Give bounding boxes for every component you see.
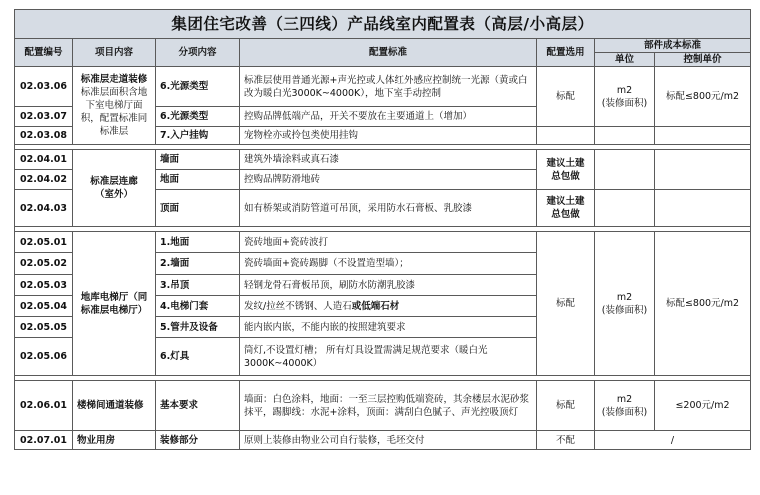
project-cell-standard-floor <box>73 67 156 145</box>
cost-cell: / <box>595 431 751 450</box>
row-sub: 6.光源类型 <box>156 67 240 107</box>
empty-cell <box>595 190 655 227</box>
header-sub: 分项内容 <box>156 39 240 67</box>
row-code: 02.05.02 <box>15 253 73 275</box>
table-row <box>15 381 751 431</box>
row-project: 楼梯间通道装修 <box>73 381 156 431</box>
config-table-container <box>14 9 750 450</box>
row-code: 02.05.03 <box>15 275 73 296</box>
price-cell: ≤200元/m2 <box>655 381 751 431</box>
row-sub: 3.吊顶 <box>156 275 240 296</box>
row-standard: 墙面：白色涂料，地面：一至三层控购低端瓷砖，其余楼层水泥砂浆抹平，踢脚线：水泥+涂料，顶面：满刮白色腻子、声光控吸顶灯 <box>240 381 537 431</box>
header-project: 项目内容 <box>73 39 156 67</box>
selection-cell: 不配 <box>537 431 595 450</box>
row-code: 02.05.01 <box>15 232 73 253</box>
table-row <box>15 431 751 450</box>
unit-cell: m2 (装修面积) <box>595 67 655 127</box>
header-code: 配置编号 <box>15 39 73 67</box>
row-code: 02.07.01 <box>15 431 73 450</box>
empty-cell <box>655 190 751 227</box>
project-title: 标准层走道装修 <box>80 74 148 85</box>
row-sub: 2.墙面 <box>156 253 240 275</box>
header-standard: 配置标准 <box>240 39 537 67</box>
row-code: 02.05.05 <box>15 317 73 338</box>
row-sub: 1.地面 <box>156 232 240 253</box>
row-code: 02.04.02 <box>15 170 73 190</box>
row-code: 02.03.08 <box>15 127 73 145</box>
row-standard: 能内嵌内嵌，不能内嵌的按照建筑要求 <box>240 317 537 338</box>
project-note: 标准层面积含地下室电梯厅面积，配置标准同标准层 <box>80 87 148 137</box>
table-title: 集团住宅改善（三四线）产品线室内配置表（高层/小高层） <box>15 10 751 39</box>
unit-cell: m2 (装修面积) <box>595 232 655 376</box>
row-standard: 原则上装修由物业公司自行装修，毛坯交付 <box>240 431 537 450</box>
row-sub: 7.入户挂钩 <box>156 127 240 145</box>
empty-cell <box>595 127 655 145</box>
row-sub: 6.灯具 <box>156 338 240 376</box>
row-code: 02.05.04 <box>15 296 73 317</box>
row-standard: 控购品牌低端产品，开关不要放在主要通道上（增加） <box>240 107 537 127</box>
project-cell-corridor: 标准层连廊 （室外） <box>73 150 156 227</box>
empty-cell <box>537 127 595 145</box>
empty-cell <box>655 127 751 145</box>
row-standard: 轻钢龙骨石膏板吊顶，刷防水防潮乳胶漆 <box>240 275 537 296</box>
row-standard: 瓷砖墙面+瓷砖踢脚（不设置造型墙）； <box>240 253 537 275</box>
unit-cell: m2 (装修面积) <box>595 381 655 431</box>
row-standard: 筒灯,不设置灯槽； 所有灯具设置需满足规范要求（暖白光3000K~4000K） <box>240 338 537 376</box>
standard-part-bold: 或低端石材 <box>351 300 400 312</box>
table-row <box>15 232 751 253</box>
empty-cell <box>595 150 655 190</box>
selection-cell: 建议土建 总包做 <box>537 190 595 227</box>
row-code: 02.04.01 <box>15 150 73 170</box>
table-row <box>15 150 751 170</box>
empty-cell <box>655 150 751 190</box>
row-sub: 顶面 <box>156 190 240 227</box>
row-code: 02.04.03 <box>15 190 73 227</box>
row-standard: 宠物栓亦或拎包类使用挂钩 <box>240 127 537 145</box>
row-sub: 地面 <box>156 170 240 190</box>
row-code: 02.03.07 <box>15 107 73 127</box>
row-sub: 装修部分 <box>156 431 240 450</box>
header-price: 控制单价 <box>655 53 751 67</box>
row-code: 02.06.01 <box>15 381 73 431</box>
row-sub: 6.光源类型 <box>156 107 240 127</box>
project-cell-garage-lobby: 地库电梯厅（同标准层电梯厅） <box>73 232 156 376</box>
standard-part: 发纹/拉丝不锈钢、人造石 <box>244 300 352 312</box>
selection-cell: 建议土建 总包做 <box>537 150 595 190</box>
header-cost-group: 部件成本标准 <box>595 39 751 53</box>
table-row <box>15 67 751 107</box>
row-sub: 墙面 <box>156 150 240 170</box>
row-sub: 基本要求 <box>156 381 240 431</box>
selection-cell: 标配 <box>537 381 595 431</box>
row-standard: 标准层使用普通光源+声光控或人体红外感应控制统一光源（黄或白改为暖白光3000K~4000K），地下室手动控制 <box>240 67 537 107</box>
header-unit: 单位 <box>595 53 655 67</box>
row-sub: 5.管井及设备 <box>156 317 240 338</box>
selection-cell: 标配 <box>537 232 595 376</box>
row-code: 02.05.06 <box>15 338 73 376</box>
row-standard <box>240 296 537 317</box>
row-standard: 如有桥架或消防管道可吊顶，采用防水石膏板、乳胶漆 <box>240 190 537 227</box>
row-code: 02.03.06 <box>15 67 73 107</box>
config-table <box>14 9 751 450</box>
row-sub: 4.电梯门套 <box>156 296 240 317</box>
row-standard: 瓷砖地面+瓷砖波打 <box>240 232 537 253</box>
price-cell: 标配≤800元/m2 <box>655 67 751 127</box>
row-standard: 建筑外墙涂料或真石漆 <box>240 150 537 170</box>
selection-cell: 标配 <box>537 67 595 127</box>
price-cell: 标配≤800元/m2 <box>655 232 751 376</box>
header-selection: 配置选用 <box>537 39 595 67</box>
row-standard: 控购品牌防滑地砖 <box>240 170 537 190</box>
row-project: 物业用房 <box>73 431 156 450</box>
